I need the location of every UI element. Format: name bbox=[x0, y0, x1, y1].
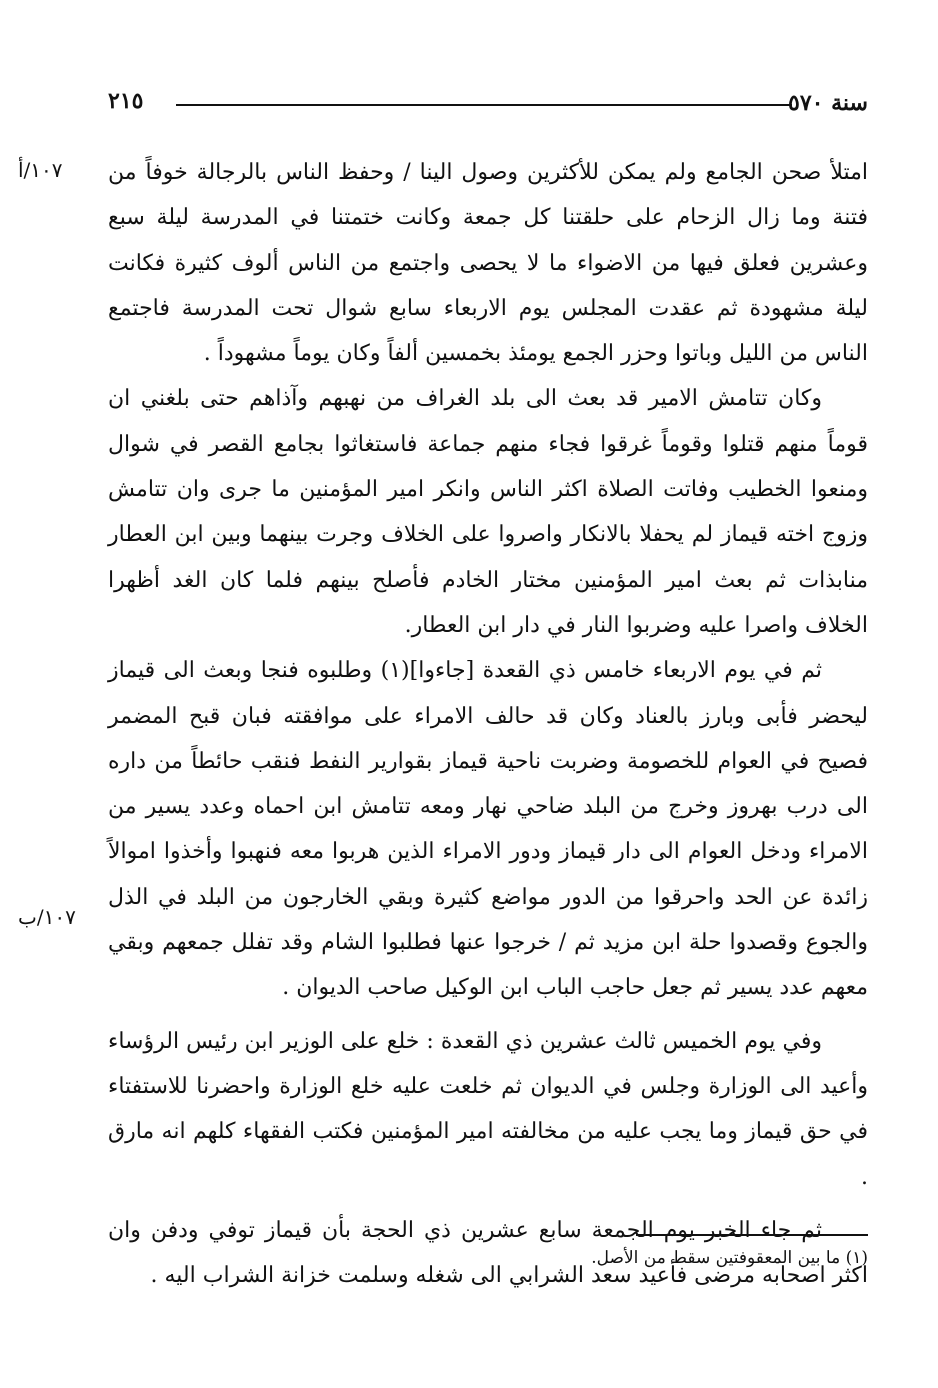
paragraph: ثم جاء الخبر يوم الجمعة سابع عشرين ذي الحجة بأن قيماز توفي ودفن وان اكثر اصحابه مرضى فأعيد سعد الشرابي الى شغله وسلمت خزانة الشراب اليه . bbox=[108, 1217, 868, 1289]
running-head-year: سنة ٥٧٠ bbox=[788, 90, 868, 116]
footnote: (١) ما بين المعقوفتين سقط من الأصل. bbox=[591, 1248, 868, 1268]
main-text bbox=[108, 150, 868, 1298]
paragraph: ثم في يوم الاربعاء خامس ذي القعدة [جاءوا](١) وطلبوه فنجا وبعث الى قيماز ليحضر فأبى وبارز بالعناد وكان قد حالف الامراء على موافقته فبان قبح المضمر فصيح في العوام للخصومة وضربت ناحية قيماز بقوارير النفط فنقب حائطاً من داره الى درب بهروز وخرج من البلد ضاحي نهار ومعه تتامش ابن احماه وعدد يسير من الامراء ودخل العوام الى دار قيماز ودور الامراء الذين هربوا معه فنهبوا وأخذوا اموالاً زائدة عن الحد واحرقوا من الدور مواضع كثيرة وبقي الخارجون من البلد في الذل والجوع وقصدوا حلة ابن مزيد ثم / خرجوا عنها فطلبوا الشام وقد تفلل جمعهم وبقي معهم عدد يسير ثم جعل حاجب الباب ابن الوكيل صاحب الديوان . bbox=[108, 658, 868, 1001]
margin-folio-note: ١٠٧/أ bbox=[18, 158, 63, 182]
page-header bbox=[108, 86, 868, 126]
paragraph: وفي يوم الخميس ثالث عشرين ذي القعدة : خلع على الوزير ابن رئيس الرؤساء وأعيد الى الوزارة وجلس في الديوان ثم خلعت عليه خلع الوزارة واحضرنا للاستفتاء في حق قيماز وما يجب عليه من مخالفته امير المؤمنين فكتب الفقهاء كلهم انه مارق . bbox=[108, 1028, 868, 1190]
paragraph: وكان تتامش الامير قد بعث الى بلد الغراف من نهبهم وآذاهم حتى بلغني ان قوماً منهم قتلوا وقوماً غرقوا فجاء منهم جماعة فاستغاثوا بجامع القصر في شوال ومنعوا الخطيب وفاتت الصلاة اكثر الناس وانكر امير المؤمنين ما جرى وان تتامش وزوج اخته قيماز لم يحفلا بالانكار واصروا على الخلاف وجرت بينهما وبين ابن العطار منابذات ثم بعث امير المؤمنين مختار الخادم فأصلح بينهم فلما كان الغد أظهرا الخلاف واصرا عليه وضربوا النار في دار ابن العطار. bbox=[108, 386, 868, 638]
page-number: ٢١٥ bbox=[108, 88, 144, 114]
margin-folio-note: ١٠٧/ب bbox=[18, 905, 76, 929]
footnote-rule bbox=[636, 1234, 868, 1236]
header-rule bbox=[176, 104, 792, 106]
paragraph: امتلأ صحن الجامع ولم يمكن للأكثرين وصول الينا / وحفظ الناس بالرجالة خوفاً من فتنة وما زال الزحام على حلقتنا كل جمعة وكانت ختمتنا في المدرسة ليلة سبع وعشرين فعلق فيها من الاضواء ما لا يحصى واجتمع من الناس ألوف كثيرة فكانت ليلة مشهودة ثم عقدت المجلس يوم الاربعاء سابع شوال تحت المدرسة فاجتمع الناس من الليل وباتوا وحزر الجمع يومئذ بخمسين ألفاً وكان يوماً مشهوداً . bbox=[108, 160, 868, 367]
